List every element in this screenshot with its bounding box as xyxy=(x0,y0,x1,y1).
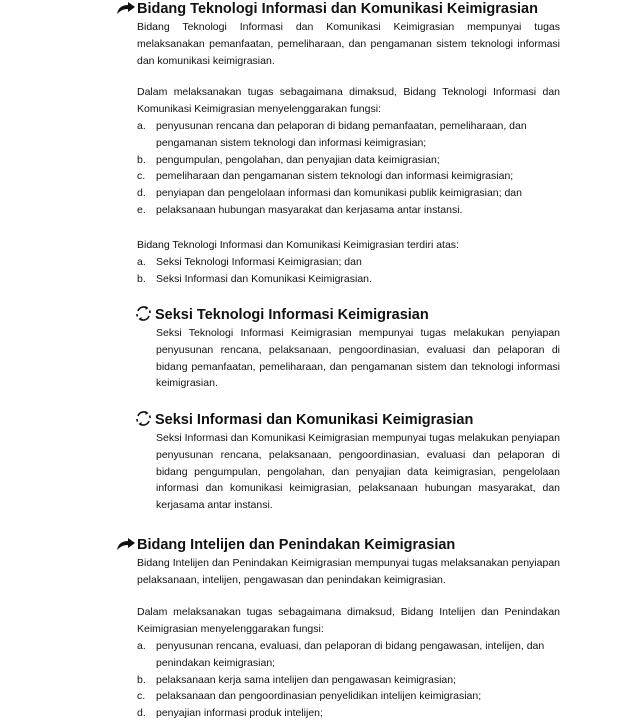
functions-list xyxy=(137,638,560,722)
list-item: a. penyusunan rencana dan pelaporan di bidang pemanfaatan, pemeliharaan, dan pengamanan sistem teknologi dan informasi keimigrasian; xyxy=(137,120,527,149)
list-item: a. Seksi Teknologi Informasi Keimigrasian; dan xyxy=(137,256,362,268)
subsection-body: Seksi Teknologi Informasi Keimigrasian mempunyai tugas melakukan penyiapan penyusunan rencana, pelaksanaan, pengoordinasian, evaluasi dan pelaporan di bidang pemanfaatan, pemeliharaan, dan pengamanan sistem dan teknologi informasi keimigrasian. xyxy=(156,327,560,390)
subsection-heading-ik xyxy=(135,410,473,429)
curved-arrow-icon xyxy=(116,1,136,15)
list-item: b. Seksi Informasi dan Komunikasi Keimigrasian. xyxy=(137,272,372,285)
section-intro: Bidang Teknologi Informasi dan Komunikasi Keimigrasian mempunyai tugas melaksanakan pemanfaatan, pemeliharaan, dan pengamanan sistem teknologi informasi dan komunikasi keimigrasian. xyxy=(137,21,560,67)
subsection-title: Seksi Informasi dan Komunikasi Keimigrasian xyxy=(155,412,474,428)
list-item: b. pelaksanaan kerja sama intelijen dan pengawasan keimigrasian; xyxy=(137,673,457,686)
consists-list xyxy=(137,254,560,288)
functions-list xyxy=(137,118,560,219)
list-item: c. pemeliharaan dan pengamanan sistem teknologi dan informasi keimigrasian; xyxy=(137,170,514,183)
functions-lead: Dalam melaksanakan tugas sebagaimana dimaksud, Bidang Teknologi Informasi dan Komunikasi Keimigrasian menyelenggarakan fungsi: xyxy=(137,86,560,115)
functions-lead: Dalam melaksanakan tugas sebagaimana dimaksud, Bidang Intelijen dan Penindakan Keimigrasian menyelenggarakan fungsi: xyxy=(137,606,560,635)
section-title: Bidang Teknologi Informasi dan Komunikasi Keimigrasian xyxy=(137,1,538,17)
cycle-arrows-icon xyxy=(135,410,152,427)
list-item: c. pelaksanaan dan pengoordinasian penyelidikan intelijen keimigrasian; xyxy=(137,690,482,703)
list-item: e. pelaksanaan hubungan masyarakat dan kerjasama antar instansi. xyxy=(137,203,463,216)
subsection-heading-ti xyxy=(135,305,429,324)
subsection-title: Seksi Teknologi Informasi Keimigrasian xyxy=(155,307,429,323)
section-heading-intelijen xyxy=(116,536,455,554)
list-item: b. pengumpulan, pengolahan, dan penyajian data keimigrasian; xyxy=(137,153,440,166)
list-item: a. penyusunan rencana, evaluasi, dan pelaporan di bidang pengawasan, intelijen, dan penindakan keimigrasian; xyxy=(137,640,545,669)
subsection-body: Seksi Informasi dan Komunikasi Keimigrasian mempunyai tugas melakukan penyiapan penyusunan rencana, pelaksanaan, pengoordinasian, evaluasi dan pelaporan di bidang pengumpulan, pengolahan, dan penyajian data keimigrasian, pengelolaan informasi dan komunikasi keimigrasian, pelaksanaan hubungan masyarakat, dan kerjasama antar instansi. xyxy=(156,432,560,512)
list-item: d. penyajian informasi produk intelijen; xyxy=(137,707,323,720)
section-heading-tik xyxy=(116,0,538,18)
cycle-arrows-icon xyxy=(135,305,152,322)
section-title: Bidang Intelijen dan Penindakan Keimigrasian xyxy=(137,537,456,553)
curved-arrow-icon xyxy=(116,537,136,551)
list-item: d. penyiapan dan pengelolaan informasi dan komunikasi publik keimigrasian; dan xyxy=(137,187,522,200)
consists-lead: Bidang Teknologi Informasi dan Komunikasi Keimigrasian terdiri atas: xyxy=(137,239,459,251)
section-intro: Bidang Intelijen dan Penindakan Keimigrasian mempunyai tugas melaksanakan penyiapan pelaksanaan, intelijen, pengawasan dan penindakan keimigrasian. xyxy=(137,557,560,586)
